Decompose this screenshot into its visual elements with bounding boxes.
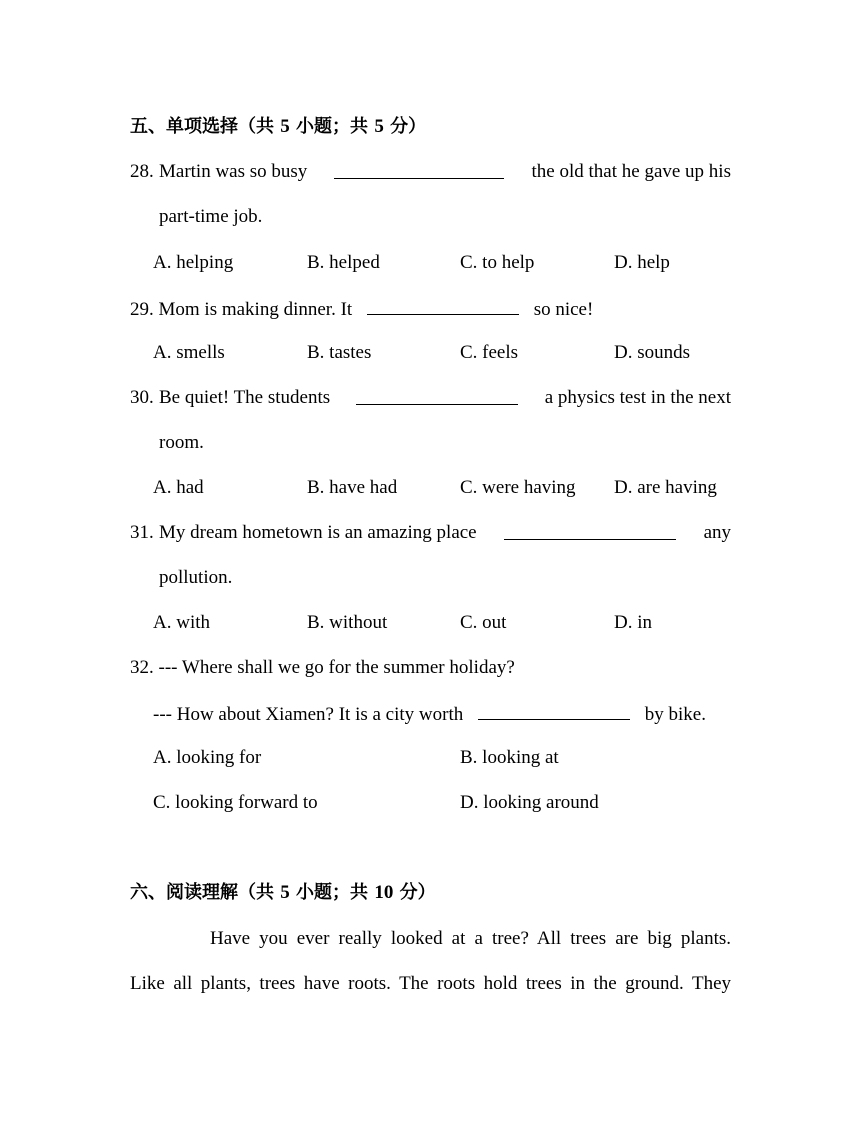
- answer-blank[interactable]: [504, 521, 676, 540]
- option-d[interactable]: D. in: [614, 612, 652, 633]
- option-b[interactable]: B. without: [307, 612, 388, 633]
- option-a[interactable]: A. helping: [153, 252, 234, 273]
- stem-text: any: [703, 522, 731, 543]
- section6-heading-part: 小题；共: [289, 882, 375, 903]
- question-number: 30.: [130, 387, 154, 408]
- option-a[interactable]: A. with: [153, 612, 210, 633]
- option-d[interactable]: D. sounds: [614, 342, 691, 363]
- question-stem-continued: room.: [159, 432, 204, 453]
- question-stem: [159, 386, 731, 410]
- question-32: [130, 656, 515, 680]
- question-number: 32.: [130, 657, 154, 678]
- answer-blank[interactable]: [334, 160, 504, 179]
- option-c[interactable]: C. looking forward to: [153, 792, 318, 813]
- option-d[interactable]: D. looking around: [460, 792, 599, 813]
- option-c[interactable]: C. were having: [460, 477, 576, 498]
- section5-heading-part: 小题；共: [289, 116, 375, 137]
- option-d[interactable]: D. help: [614, 252, 670, 273]
- section5-score: 5: [374, 116, 384, 137]
- section6-question-count: 5: [280, 882, 290, 903]
- reading-passage-line: Like all plants, trees have roots. The roots hold trees in the ground. They: [130, 973, 731, 994]
- question-32-line2: [153, 701, 706, 727]
- option-b[interactable]: B. tastes: [307, 342, 372, 363]
- question-number: 28.: [130, 161, 154, 182]
- section5-heading-part: 分）: [383, 116, 427, 137]
- stem-text: so nice!: [533, 299, 594, 320]
- section5-question-count: 5: [280, 116, 290, 137]
- option-a[interactable]: A. looking for: [153, 747, 262, 768]
- stem-text: --- Where shall we go for the summer holiday?: [158, 657, 515, 678]
- stem-text: by bike.: [644, 704, 706, 725]
- question-number: 29.: [130, 299, 154, 320]
- stem-text: --- How about Xiamen? It is a city worth: [153, 704, 464, 725]
- option-c[interactable]: C. to help: [460, 252, 535, 273]
- option-c[interactable]: C. feels: [460, 342, 519, 363]
- question-number: 31.: [130, 522, 154, 543]
- question-stem: [159, 160, 731, 184]
- stem-text: a physics test in the next: [544, 387, 731, 408]
- section6-heading-part: 六、阅读理解（共: [130, 882, 281, 903]
- stem-text: the old that he gave up his: [531, 161, 731, 182]
- question-stem-continued: part-time job.: [159, 206, 263, 227]
- option-c[interactable]: C. out: [460, 612, 507, 633]
- answer-blank[interactable]: [478, 701, 630, 720]
- section6-heading: [130, 881, 436, 905]
- option-a[interactable]: A. smells: [153, 342, 225, 363]
- answer-blank[interactable]: [367, 296, 519, 315]
- section5-heading-part: 五、单项选择（共: [130, 116, 281, 137]
- option-b[interactable]: B. have had: [307, 477, 398, 498]
- question-stem-continued: pollution.: [159, 567, 233, 588]
- reading-passage-line: Have you ever really looked at a tree? All trees are big plants.: [210, 928, 731, 949]
- stem-text: Mom is making dinner. It: [158, 299, 353, 320]
- section6-heading-part: 分）: [393, 882, 436, 903]
- section5-heading: [130, 115, 426, 139]
- stem-text: Be quiet! The students: [159, 387, 331, 408]
- answer-blank[interactable]: [356, 386, 518, 405]
- section6-score: 10: [374, 882, 394, 903]
- option-b[interactable]: B. looking at: [460, 747, 559, 768]
- question-stem: [159, 521, 731, 545]
- stem-text: Martin was so busy: [159, 161, 308, 182]
- question-29: [130, 296, 593, 322]
- option-d[interactable]: D. are having: [614, 477, 717, 498]
- stem-text: My dream hometown is an amazing place: [159, 522, 477, 543]
- option-b[interactable]: B. helped: [307, 252, 380, 273]
- option-a[interactable]: A. had: [153, 477, 204, 498]
